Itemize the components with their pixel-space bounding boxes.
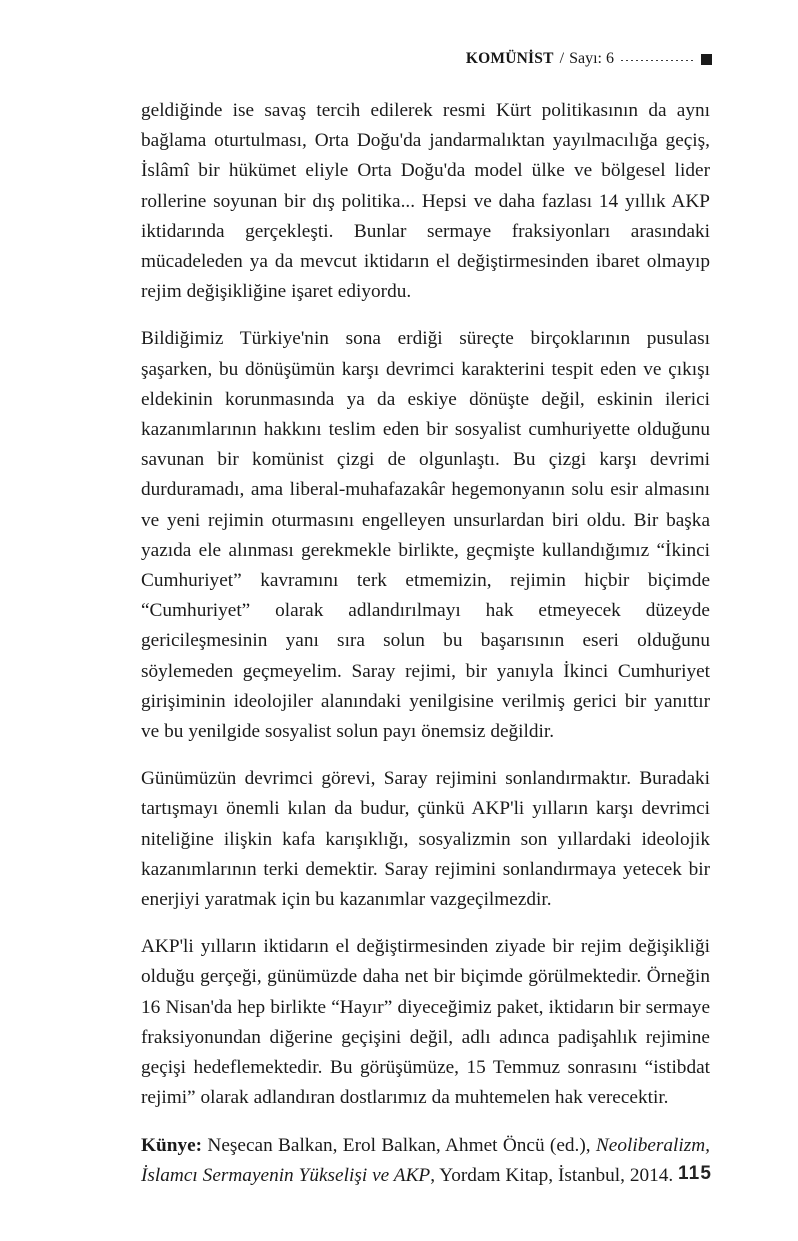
body-paragraph: Bildiğimiz Türkiye'nin sona erdiği süreçte birçoklarının pusulası şaşarken, bu dönüşümün karşı devrimci karakterini tespit eden ve çıkışı eldekinin korunmasında ya da eskiye dönüşte değil, eskinin ilerici kazanımlarının hakkını teslim eden bir sosyalist cumhuriyette olduğunu savunan bir komünist çizgi de olgunlaştı. Bu çizgi karşı devrimi durduramadı, ama liberal-muhafazakâr hegemonyanın solu esir almasını ve yeni rejimin oturmasını engelleyen unsurlardan biri oldu. Bir başka yazıda ele alınması gerekmekle birlikte, geçmişte kullandığımız “İkinci Cumhuriyet” kavramını terk etmemizin, rejimin hiçbir biçimde “Cumhuriyet” olarak adlandırılmayı hak etmeyecek düzeyde gericileşmesinin yanı sıra solun bu başarısının eseri olduğunu söylemeden geçmeyelim. Saray rejimi, bir yanıyla İkinci Cumhuriyet girişiminin ideolojiler alanındaki yenilgisine verilmiş gerici bir yanıttır ve bu yenilgide sosyalist solun payı önemsiz değildir. — [141, 328, 710, 743]
citation-publisher: , Yordam Kitap, İstanbul, 2014. — [430, 1164, 674, 1186]
citation-authors: Neşecan Balkan, Erol Balkan, Ahmet Öncü (ed.), — [202, 1134, 596, 1156]
header-separator: / — [559, 50, 565, 67]
header-issue-number: Sayı: 6 — [569, 50, 614, 67]
body-text-column — [141, 96, 710, 1191]
running-header — [141, 46, 712, 72]
citation-label: Künye: — [141, 1134, 203, 1156]
header-journal-title: KOMÜNİST — [465, 50, 554, 67]
citation-book-title: Neoliberalizm, İslamcı Sermayenin Yükselişi ve AKP — [141, 1134, 710, 1186]
dotted-rule-icon — [621, 60, 695, 61]
body-paragraph: geldiğinde ise savaş tercih edilerek resmi Kürt politikasının da aynı bağlama oturtulması, Orta Doğu'da jandarmalıktan yayılmacılığa geçiş, İslâmî bir hükümet eliyle Orta Doğu'da model ülke ve bölgesel lider rollerine soyunan bir dış politika... Hepsi ve daha fazlası 14 yıllık AKP iktidarında gerçekleşti. Bunlar sermaye fraksiyonları arasındaki mücadeleden ya da mevcut iktidarın el değiştirmesinden ibaret olmayıp rejim değişikliğine işaret ediyordu. — [141, 100, 710, 303]
body-paragraph: AKP'li yılların iktidarın el değiştirmesinden ziyade bir rejim değişikliği olduğu gerçeği, günümüzde daha net bir biçimde görülmektedir. Örneğin 16 Nisan'da hep birlikte “Hayır” diyeceğimiz paket, iktidarın bir sermaye fraksiyonundan diğerine geçişini değil, adlı adınca padişahlık rejimine geçişi hedeflemektedir. Bu görüşümüze, 15 Temmuz sonrasını “istibdat rejimi” olarak adlandıran dostlarımız da muhtemelen hak verecektir. — [141, 936, 710, 1109]
page-number: 115 — [678, 1163, 712, 1184]
body-paragraph: Günümüzün devrimci görevi, Saray rejimini sonlandırmaktır. Buradaki tartışmayı önemli kılan da budur, çünkü AKP'li yılların karşı devrimci niteliğine ilişkin kafa karışıklığı, sosyalizmin son yıllardaki ideolojik kazanımlarının terki demektir. Saray rejimini sonlandırmaya yetecek bir enerjiyi yaratmak için bu kazanımlar vazgeçilmezdir. — [141, 768, 710, 911]
black-square-marker-icon — [701, 54, 712, 65]
